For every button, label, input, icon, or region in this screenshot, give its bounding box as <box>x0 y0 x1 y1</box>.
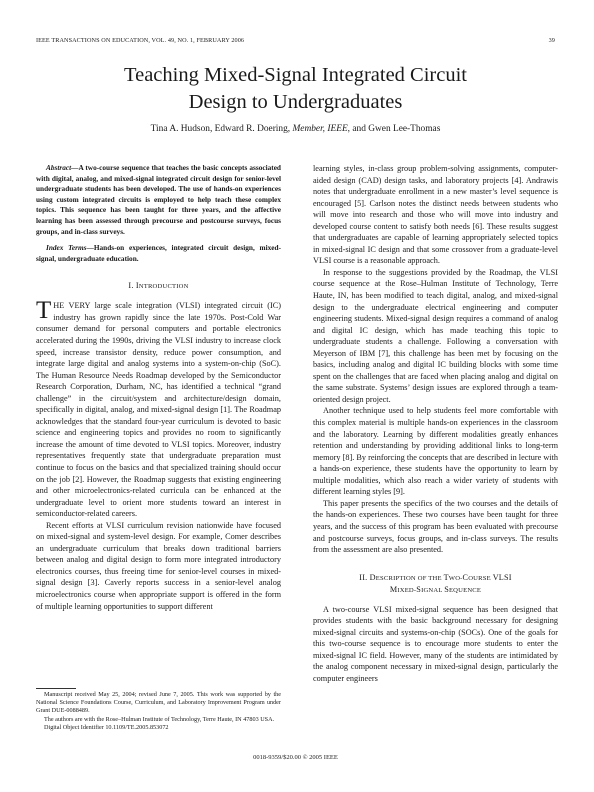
footnote-doi: Digital Object Identifier 10.1109/TE.2005.853072 <box>44 723 169 731</box>
body-paragraph-roadmap: In response to the suggestions provided by the Roadmap, the VLSI course sequence at the Rose–Hulman Institute of Technology, Terre Haute, IN, has been modified to teach digital, analog, and mixed-signal design to the undergraduate electrical engineering and computer engineering students. Mixed-signal design requires a command of analog and digital IC design, which has made teaching this topic to undergraduate students a challenge. Following a conversation with Meyerson of IBM [7], this challenge has been met by focusing on the basics, including analog and digital IC building blocks with some time spent on the challenges that are faced when placing analog and digital on the same substrate. Systems’ design issues are explored through a team-oriented design project. <box>313 267 558 404</box>
authors-part-1: Tina A. Hudson, Edward R. Doering, <box>150 124 291 134</box>
copyright-footer: 0018-9359/$20.00 © 2005 IEEE <box>253 754 338 761</box>
footnote-affiliation: The authors are with the Rose–Hulman Institute of Technology, Terre Haute, IN 47803 USA. <box>44 715 275 723</box>
author-list <box>36 124 555 134</box>
section-heading-description: II. DESCRIPTION OF THE TWO-COURSE VLSI MIXED-SIGNAL SEQUENCE <box>359 572 512 594</box>
journal-name: IEEE TRANSACTIONS ON EDUCATION, VOL. 49, NO. 1, FEBRUARY 2006 <box>36 37 245 44</box>
paper-title <box>36 62 555 116</box>
title-line-1: Teaching Mixed-Signal Integrated Circuit <box>124 64 467 86</box>
body-paragraph-continued: learning styles, in-class group problem-solving assignments, computer-aided design (CAD) design tasks, and laboratory projects [4]. Andrawis notes that undergraduate enrollment in a new master’s level sequence is encouraged [5]. Carlson notes the distinct needs between students who will move into research and those who will move into industry and developed course content to satisfy both needs [6]. These results suggest that undergraduates are capable of learning appropriately selected topics in mixed-signal IC design and that some crossover from a graduate-level VLSI course is a reasonable approach. <box>313 164 558 266</box>
footnote-received: Manuscript received May 25, 2004; revised June 7, 2005. This work was supported by the National Science Foundations Course, Curriculum, and Laboratory Improvement Program under Grant DUE-0088489. <box>36 691 281 715</box>
drop-cap: T <box>36 297 52 325</box>
footnote-divider <box>36 688 76 689</box>
right-column <box>313 163 558 684</box>
author-membership: Member, IEEE <box>292 124 348 134</box>
intro-paragraph-2: Recent efforts at VLSI curriculum revision nationwide have focused on mixed-signal and system-level design. For example, Comer describes an undergraduate curriculum that breaks down traditional barriers between analog and digital design to form more integrated introductory electronics courses, thus freeing time for senior-level courses in mixed-signal design [3]. Caverly reports success in a senior-level analog microelectronics course when appropriate support is offered in the form of multiple learning opportunities to support different <box>36 520 281 611</box>
running-head <box>36 37 555 47</box>
footnotes <box>36 691 281 732</box>
index-terms-lead: Index Terms <box>46 243 87 253</box>
page-number: 39 <box>548 37 555 44</box>
section2-paragraph-1: A two-course VLSI mixed-signal sequence has been designed that provides students with the basic background necessary for designing mixed-signal circuits and systems-on-chip (SOCs). One of the goals for this two-course sequence is to encourage more students to enter the mixed-signal IC field. However, many of the students are intimidated by the analog component necessary in mixed-signal design, particularly the computer engineers <box>313 604 558 683</box>
title-line-2: Design to Undergraduates <box>188 91 403 113</box>
index-terms <box>36 243 281 264</box>
left-column <box>36 163 281 612</box>
body-paragraph-overview: This paper presents the specifics of the two courses and the details of the hands-on experiences. These two courses have been taught for three years, and the success of this program has been evaluated with precourse and postcourse surveys, focus groups, and in-class surveys. The results from the assessment are also presented. <box>313 498 558 555</box>
abstract-text: —A two-course sequence that teaches the basic concepts associated with digital, analog, and mixed-signal integrated circuit design for senior-level undergraduate students has been developed. The use of hands-on experiences using custom integrated circuits is employed to help teach these complex topics. This sequence has been taught for three years, and the affective learning has been assessed through precourse and postcourse surveys, focus groups, and in-class surveys. <box>36 163 281 236</box>
index-terms-text: —Hands-on experiences, integrated circuit design, mixed-signal, undergraduate education. <box>36 243 282 263</box>
abstract <box>36 163 281 237</box>
abstract-lead: Abstract <box>46 163 72 172</box>
authors-part-2: , and Gwen Lee-Thomas <box>347 124 441 134</box>
section-heading-introduction: I. INTRODUCTION <box>128 281 189 291</box>
intro-paragraph-1: THE VERY large scale integration (VLSI) integrated circuit (IC) industry has grown rapidly since the late 1970s. Post-Cold War consumer demand for personal computers and portable electronics accelerated during the 1990s, driving the VLSI industry to increase clock speed, increase transistor density, reduce power consumption, and integrate large digital and analog systems into a system-on-chip (SoC). The Human Resource Needs Roadmap developed by the Semiconductor Research Corporation, Durham, NC, has identified a technical “grand challenge” in the circuit/system and architecture/design domain, specifically in digital, analog, and mixed-signal design [1]. The Roadmap acknowledges that the standard four-year curriculum is devoted to basic science and engineering topics and provides no room to significantly increase the amount of time devoted to VLSI topics. Moreover, industry representatives frequently state that undergraduate preparation must continue to focus on the basics and that specialized training should occur on the job [2]. However, the Roadmap suggests that existing engineering and other microelectronics-related curricula can be enhanced at the undergraduate level to orient more students toward an interest in semiconductor-related careers. <box>36 297 281 519</box>
body-paragraph-hands-on: Another technique used to help students feel more comfortable with this complex material is multiple hands-on experiences in the classroom and the laboratory. Learning by different modalities greatly enhances retention and understanding by providing additional links to long-term memory [8]. By reinforcing the concepts that are described in lecture with a hands-on experience, these students have the opportunity to learn by multiple modalities, which also reach a wider variety of students with different learning styles [9]. <box>313 406 558 497</box>
